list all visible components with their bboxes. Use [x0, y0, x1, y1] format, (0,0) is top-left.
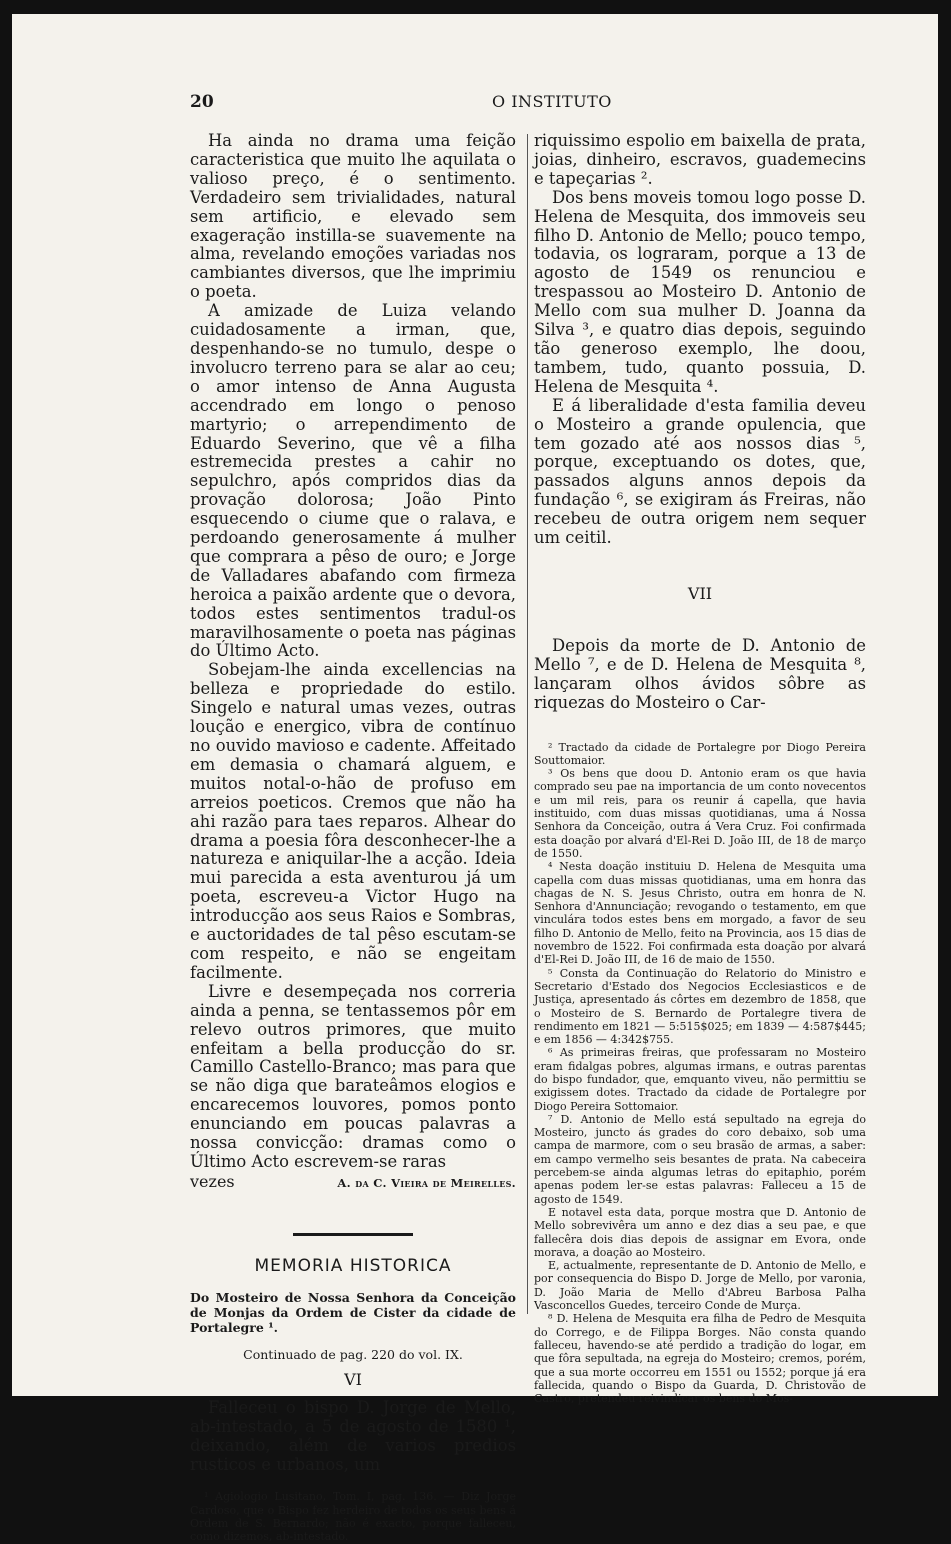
- column-rule: [527, 134, 528, 1314]
- footnote: ⁵ Consta da Continuação do Relatorio do Ministro e Secretario d'Estado dos Negocios Ecclesiasticos e de Justiça, apresentado ás côrtes em dezembro de 1858, que o Mosteiro de S. Bernardo de Portalegre tivera de rendimento em 1821 — 5:515$025; em 1839 — 4:587$445; e em 1856 — 4:342$755.: [534, 966, 866, 1047]
- signature-line: [190, 1172, 516, 1193]
- signature-lead: vezes: [190, 1171, 235, 1191]
- footnote: ² Tractado da cidade de Portalegre por Diogo Pereira Souttomaior.: [534, 740, 866, 767]
- footnote: ¹ Agiologio Lusitano, Tom. I, pag. 136. — Diz Jorge Cardoso, que o Bispo fez herdeiro de todos os seus bens á Ordem de S. Bernardo; não é exacto, porque falleceu, como dizemos, ab-intestado.: [190, 1490, 516, 1544]
- footnotes: [534, 741, 866, 1406]
- footnote: ⁴ Nesta doação instituiu D. Helena de Mesquita uma capella com duas missas quotidianas, uma em honra das chagas de N. S. Jesus Christo, outra em honra de N. Senhora d'Annunciação; revogando o testamento, em que vinculára todos estes bens em morgado, a favor de seu filho D. Antonio de Mello, feito na Provincia, aos 15 dias de novembro de 1522. Foi confirmada esta doação por alvará d'El-Rei D. João III, de 16 de maio de 1550.: [534, 860, 866, 967]
- paragraph: A amizade de Luiza velando cuidadosamente a irman, que, despenhando-se no tumulo, despe o involucro terreno para se alar ao ceu; o amor intenso de Anna Augusta accendrado em longo o penoso martyrio; o arrependimento de Eduardo Severino, que vê a filha estremecida prestes a cahir no sepulchro, após compridos dias da provação dolorosa; João Pinto esquecendo o ciume que o ralava, e perdoando generosamente á mulher que comprara a pêso de ouro; e Jorge de Valladares abafando com firmeza heroica a paixão ardente que o devora, todos estes sentimentos tradul-os maravilhosamente o poeta nas páginas do Último Acto.: [190, 301, 516, 661]
- paragraph: Depois da morte de D. Antonio de Mello ⁷, e de D. Helena de Mesquita ⁸, lançaram olhos ávidos sôbre as riquezas do Mosteiro o Car-: [534, 635, 866, 712]
- footnote: ⁶ As primeiras freiras, que professaram no Mosteiro eram fidalgas pobres, algumas irmans, e outras parentas do bispo fundador, que, emquanto viveu, não permittiu se exigissem dotes. Tractado da cidade de Portalegre por Diogo Pereira Sottomaior.: [534, 1046, 866, 1113]
- paragraph: Livre e desempeçada nos correria ainda a penna, se tentassemos pôr em relevo outros primores, que muito enfeitam a bella producção do sr. Camillo Castello-Branco; mas para que se não diga que barateâmos elogios e encarecemos louvores, pomos ponto enunciando em poucas palavras a nossa convicção: dramas como o Último Acto escrevem-se raras: [190, 981, 516, 1171]
- paragraph: Ha ainda no drama uma feição caracteristica que muito lhe aquilata o valioso preço, é o sentimento. Verdadeiro sem trivialidades, natural sem artificio, e elevado sem exageração instilla-se suavemente na alma, revelando emoções variadas nos cambiantes diversos, que lhe imprimiu o poeta.: [190, 131, 516, 302]
- paragraph: riquissimo espolio em baixella de prata, joias, dinheiro, escravos, guademecins e tapeçarias ².: [534, 131, 866, 188]
- running-title: O INSTITUTO: [492, 92, 612, 111]
- footnote: ⁷ D. Antonio de Mello está sepultado na egreja do Mosteiro, juncto ás grades do coro debaixo, sob uma campa de marmore, com o seu brasão de armas, a saber: em campo vermelho seis besantes de prata. Na cabeceira percebem-se ainda algumas letras do epitaphio, porém apenas podem ler-se estas palavras: Falleceu a 15 de agosto de 1549.: [534, 1112, 866, 1206]
- footnote: ³ Os bens que doou D. Antonio eram os que havia comprado seu pae na importancia de um conto novecentos e um mil reis, para os reunir á capella, que havia instituido, com duas missas quotidianas, uma á Nossa Senhora da Conceição, outra á Vera Cruz. Foi confirmada esta doação por alvará d'El-Rei D. João III, de 18 de março de 1550.: [534, 767, 866, 860]
- page-number: 20: [190, 92, 214, 112]
- running-header: [12, 92, 938, 120]
- paragraph: Dos bens moveis tomou logo posse D. Helena de Mesquita, dos immoveis seu filho D. Antonio de Mello; pouco tempo, todavia, os lograram, porque a 13 de agosto de 1549 os renunciou e trespassou ao Mosteiro D. Antonio de Mello com sua mulher D. Joanna da Silva ³, e quatro dias depois, seguindo tão generoso exemplo, lhe doou, tambem, tudo, quanto possuia, D. Helena de Mesquita ⁴.: [534, 187, 866, 396]
- footnote: E, actualmente, representante de D. Antonio de Mello, e por consequencia do Bispo D. Jorge de Mello, por varonia, D. João Maria de Mello d'Abreu Barbosa Palha Vasconcellos Guedes, terceiro Conde de Murça.: [534, 1259, 866, 1313]
- right-column: [534, 132, 866, 1405]
- book-page: [12, 14, 938, 1544]
- article-author: A. da C. Vieira de Meirelles.: [337, 1175, 516, 1190]
- continuation-note: Continuado de pag. 220 do vol. IX.: [243, 1346, 463, 1362]
- section-title: MEMORIA HISTORICA: [254, 1255, 452, 1276]
- section-divider: [293, 1233, 413, 1236]
- footnote: ⁸ D. Helena de Mesquita era filha de Pedro de Mesquita do Corrego, e de Filippa Borges. Não consta quando falleceu, havendo-se até perdido a tradição do logar, em que fôra sepultada, na egreja do Mosteiro; cremos, porém, que a sua morte occorreu em 1551 ou 1552; porque já era fallecida, quando o Bispo da Guarda, D. Christovão de Castro, pretendeu reivindicar os bens do Mos-: [534, 1312, 866, 1406]
- paragraph: Sobejam-lhe ainda excellencias na belleza e propriedade do estilo. Singelo e natural umas vezes, outras loução e energico, vibra de contínuo no ouvido mavioso e cadente. Affeitado em demasia o chamará alguem, e muitos notal-o-hão de profuso em arreios poeticos. Cremos que não ha ahi razão para taes reparos. Alhear do drama a poesia fôra desconhecer-lhe a natureza e aniquilar-lhe a acção. Ideia mui parecida a esta aventurou já um poeta, escreveu-a Victor Hugo na introducção aos seus Raios e Sombras, e auctoridades de tal pêso escutam-se com respeito, e não se engeitam facilmente.: [190, 660, 516, 982]
- section-subtitle: Do Mosteiro de Nossa Senhora da Conceição de Monjas da Ordem de Cister da cidade de Portalegre ¹.: [190, 1289, 516, 1335]
- chapter-number: VII: [687, 583, 713, 603]
- chapter-number: VI: [344, 1369, 362, 1389]
- footnotes: [190, 1490, 516, 1543]
- paragraph: E á liberalidade d'esta familia deveu o Mosteiro a grande opulencia, que tem gozado até aos nossos dias ⁵, porque, exceptuando os dotes, que, passados alguns annos depois da fundação ⁶, se exigiram ás Freiras, não recebeu de outra origem nem sequer um ceitil.: [534, 395, 866, 548]
- left-column: [190, 132, 516, 1544]
- paragraph: Falleceu o bispo D. Jorge de Mello, ab-intestado, a 5 de agosto de 1580 ¹, deixando, além de varios predios rusticos e urbanos, um: [190, 1397, 516, 1474]
- footnote: E notavel esta data, porque mostra que D. Antonio de Mello sobrevivêra um anno e dez dias a seu pae, e que fallecêra dois dias depois de assignar em Evora, onde morava, a doação ao Mosteiro.: [534, 1205, 866, 1259]
